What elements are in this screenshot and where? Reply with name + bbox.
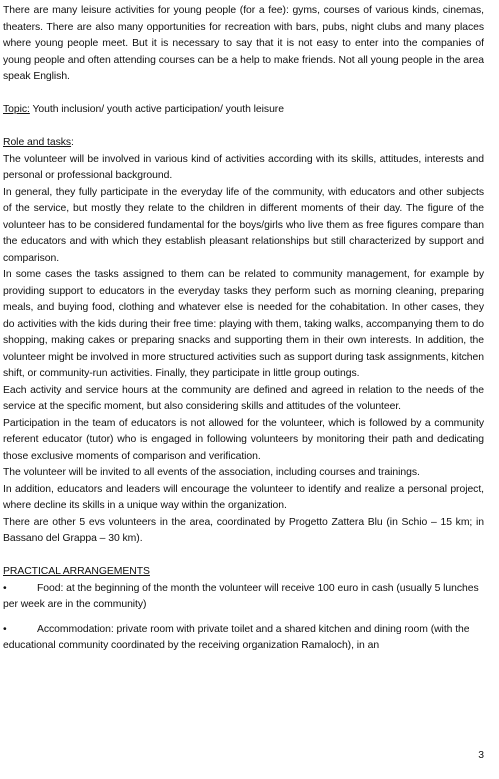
page-number: 3 [478, 750, 484, 761]
practical-item-text: Food: at the beginning of the month the volunteer will receive 100 euro in cash (usually 5 lunches per week are in the community) [3, 582, 479, 610]
role-heading-text: Role and tasks [3, 137, 72, 148]
practical-item-accommodation [3, 622, 484, 655]
role-paragraph: Participation in the team of educators is not allowed for the volunteer, which is followed by a community referent educator (tutor) who is engaged in following volunteers by monitoring their path and dedicating those exclusive moments of comparison and verification. [3, 417, 484, 462]
role-paragraph: In addition, educators and leaders will encourage the volunteer to identify and realize a personal project, where decline its skills in a unique way within the organization. [3, 483, 484, 511]
practical-item-food [3, 581, 484, 614]
role-paragraph: In general, they fully participate in the everyday life of the community, with educators and other subjects of the service, but mostly they relate to the children in different moments of their day. The figure of the volunteer has to be considered fundamental for the boys/girls who live them as free figures compare than the educators and with which they establish pleasant relationships but still characterized by support and comparison. [3, 186, 484, 264]
topic-text: Youth inclusion/ youth active participation/ youth leisure [29, 104, 284, 115]
role-paragraph: The volunteer will be involved in various kind of activities according with its skills, attitudes, interests and personal or professional background. [3, 153, 484, 181]
intro-paragraph: There are many leisure activities for young people (for a fee): gyms, courses of various kinds, cinemas, theaters. There are also many opportunities for recreation with bars, pubs, night clubs and many places where young people meet. But it is necessary to say that it is not easy to enter into the companies of young people and often attending courses can be a help to make friends. Not all young people in the area speak English. [3, 5, 484, 82]
practical-heading-text: PRACTICAL ARRANGEMENTS [3, 566, 150, 577]
role-paragraph: In some cases the tasks assigned to them can be related to community management, for example by providing support to educators in the everyday tasks they perform such as morning cleaning, preparing meals, and buying food, clothing and whatever else is needed for the cohabitation. In other cases, they do activities with the kids during their free time: playing with them, taking walks, accompanying them to do shopping, making cakes or preparing snacks and supporting them in their own interests. In addition, the volunteer might be involved in more structured activities such as support during task assignments, kitchen shift, or community-run activities. Finally, they participate in little group outings. [3, 269, 484, 379]
topic-label: Topic: [3, 104, 30, 115]
document-page [3, 3, 484, 655]
role-paragraph: Each activity and service hours at the community are defined and agreed in relation to the needs of the service at the specific moment, but also considering skills and attitudes of the volunteer. [3, 384, 484, 412]
bullet-icon: • [3, 582, 7, 594]
role-paragraph: The volunteer will be invited to all events of the association, including courses and trainings. [3, 467, 420, 478]
practical-item-text: Accommodation: private room with private toilet and a shared kitchen and dining room (with the educational community coordinated by the receiving organization Ramaloch), in an [3, 623, 470, 651]
role-heading: Role and tasks: [3, 137, 74, 148]
practical-heading [3, 564, 484, 581]
role-paragraph: There are other 5 evs volunteers in the area, coordinated by Progetto Zattera Blu (in Schio – 15 km; in Bassano del Grappa – 30 km). [3, 516, 484, 544]
topic-line [3, 102, 484, 119]
bullet-icon: • [3, 623, 7, 635]
